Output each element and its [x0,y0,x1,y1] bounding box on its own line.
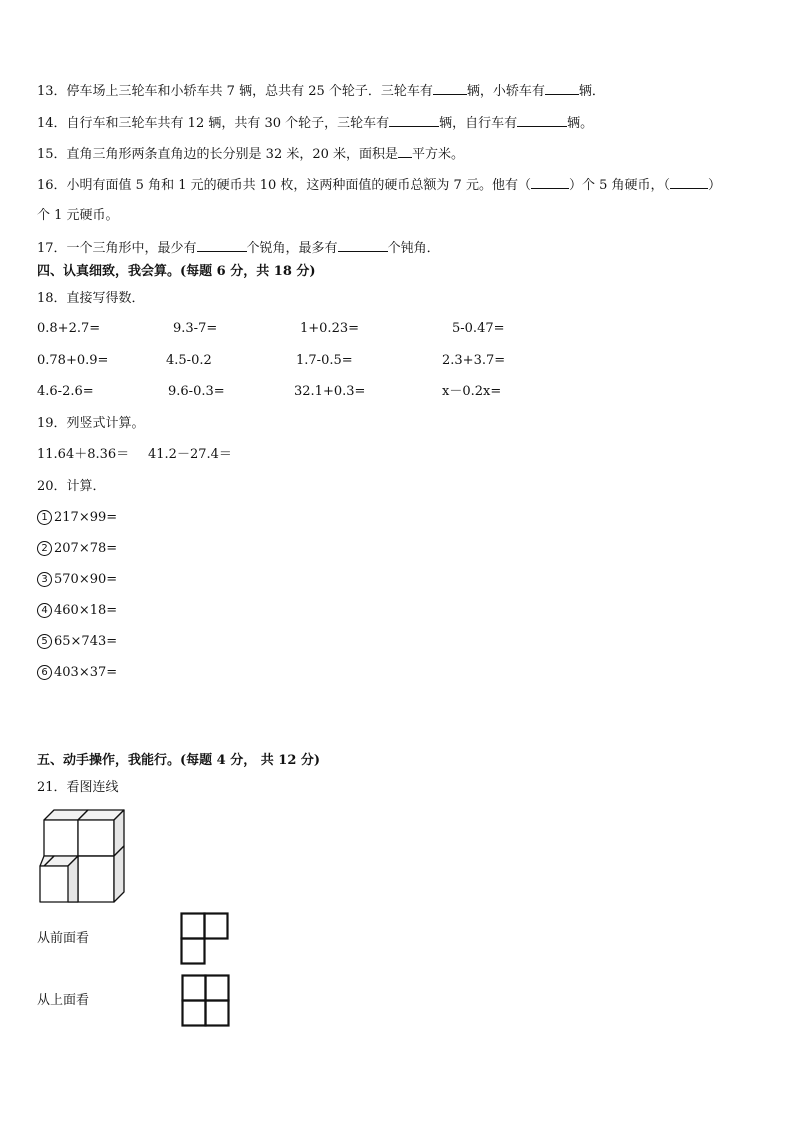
q14-text-a: 14．自行车和三轮车共有 12 辆，共有 30 个轮子，三轮车有 [37,116,390,131]
q20-item-2 [37,540,117,558]
q18-r2-c2: 4.5-0.2 [166,353,212,368]
q18-r3-c2: 9.6-0.3= [168,384,225,399]
q13-text-c: 辆． [578,84,605,99]
q18-r1-c2: 9.3-7= [173,321,218,336]
q20-item-4 [37,602,117,620]
question-16 [37,176,721,195]
q20-expr-5: 65×743= [54,634,118,649]
q21-front-label: 从前面看 [37,931,90,946]
q19-label: 19．列竖式计算。 [37,416,145,431]
cube-stack-figure [38,808,132,904]
q16-text-d: 个 1 元硬币。 [37,208,119,223]
q18-label: 18．直接写得数． [37,291,145,306]
q20-item-5 [37,633,117,651]
question-13 [37,82,605,101]
q16-text-b: ）个 5 角硬币，（ [568,178,671,193]
q20-item-6 [37,664,117,682]
question-16-cont [37,207,119,225]
q17-text-a: 17．一个三角形中，最少有 [37,241,197,256]
circled-number-6: 6 [37,665,52,680]
circled-number-3: 3 [37,572,52,587]
q16-text-a: 16．小明有面值 5 角和 1 元的硬币共 10 枚，这两种面值的硬币总额为 7 元。他有（ [37,178,531,193]
q13-blank-tricycles[interactable] [433,82,467,95]
q14-blank-tricycles[interactable] [389,114,439,127]
q20-expr-1: 217×99= [54,510,118,525]
q17-text-b: 个锐角，最多有 [246,241,338,256]
q21-label: 21．看图连线 [37,780,119,795]
q18-r2-c3: 1.7-0.5= [296,353,353,368]
q14-blank-bicycles[interactable] [517,114,567,127]
q18-r1-c3: 1+0.23= [300,321,360,336]
q17-blank-acute[interactable] [197,239,247,252]
section-4-title: 四、认真细致，我会算。(每题 6 分，共 18 分) [37,264,316,279]
q20-expr-2: 207×78= [54,541,118,556]
q15-text-b: 平方米。 [412,147,465,162]
q18-r1-c4: 5-0.47= [452,321,505,336]
q20-expr-3: 570×90= [54,572,118,587]
q18-r1-c1: 0.8+2.7= [37,321,101,336]
question-14 [37,114,593,133]
q16-blank-5jiao[interactable] [531,176,569,189]
circled-number-2: 2 [37,541,52,556]
question-17 [37,239,440,258]
q21-top-label: 从上面看 [37,993,90,1008]
q16-text-c: ） [708,178,722,193]
q18-r3-c4: x－0.2x= [442,384,502,399]
circled-number-1: 1 [37,510,52,525]
q18-r2-c1: 0.78+0.9= [37,353,109,368]
q15-blank-area[interactable] [398,145,412,158]
front-view-shape [180,912,230,966]
q20-label: 20．计算． [37,479,106,494]
q15-text-a: 15．直角三角形两条直角边的长分别是 32 米，20 米，面积是 [37,147,399,162]
q13-text-a: 13．停车场上三轮车和小轿车共 7 辆，总共有 25 个轮子．三轮车有 [37,84,433,99]
q13-blank-cars[interactable] [545,82,579,95]
q18-r3-c1: 4.6-2.6= [37,384,94,399]
q20-expr-6: 403×37= [54,665,118,680]
question-15 [37,145,464,164]
q18-r2-c4: 2.3+3.7= [442,353,506,368]
q16-blank-1yuan[interactable] [670,176,708,189]
section-5-title: 五、动手操作，我能行。(每题 4 分， 共 12 分) [37,753,321,768]
q17-text-c: 个钝角． [387,241,440,256]
q20-item-3 [37,571,117,589]
q14-text-b: 辆，自行车有 [439,116,518,131]
q13-text-b: 辆，小轿车有 [466,84,545,99]
top-view-shape [181,974,231,1028]
circled-number-4: 4 [37,603,52,618]
circled-number-5: 5 [37,634,52,649]
q20-expr-4: 460×18= [54,603,118,618]
q17-blank-obtuse[interactable] [338,239,388,252]
q19-item-2: 41.2－27.4＝ [148,447,232,462]
q14-text-c: 辆。 [567,116,594,131]
q20-item-1 [37,509,117,527]
q19-item-1: 11.64＋8.36＝ [37,447,130,462]
q18-r3-c3: 32.1+0.3= [294,384,366,399]
